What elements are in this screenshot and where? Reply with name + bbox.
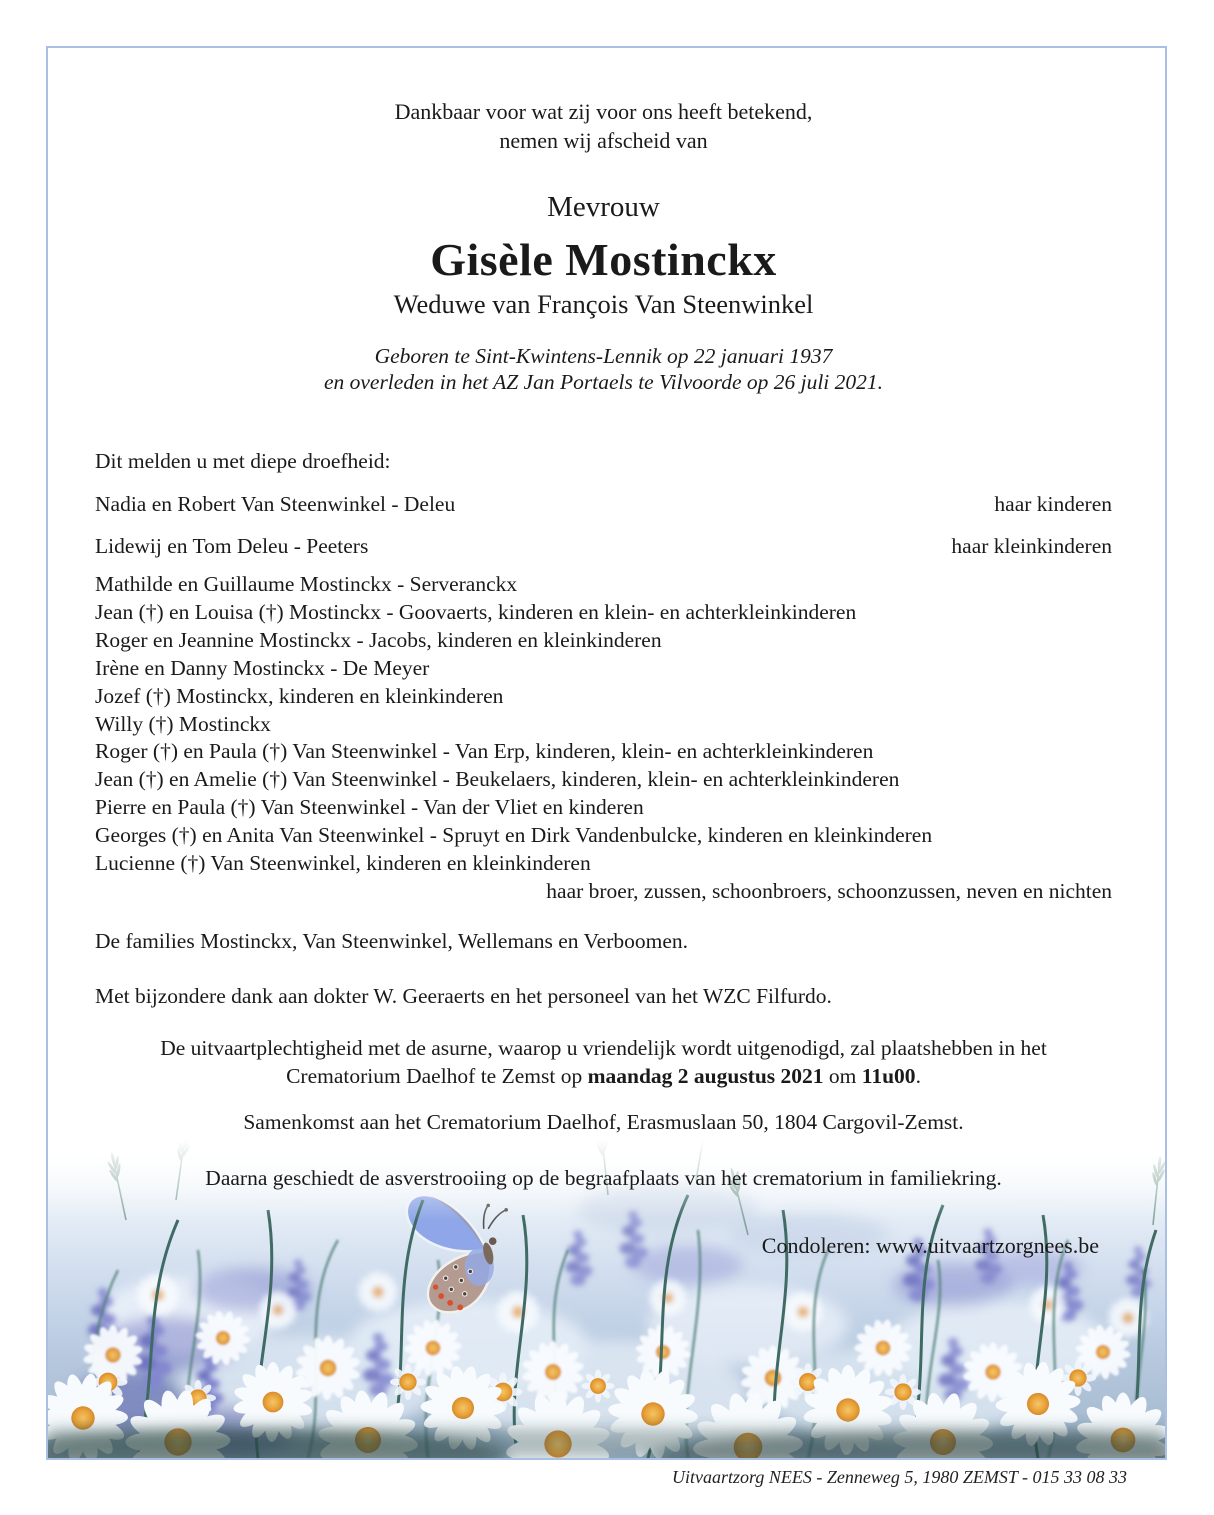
announcement-line: Dit melden u met diepe droefheid:: [95, 449, 391, 473]
intro-lines: [95, 97, 1112, 155]
family-list-item: Jozef (†) Mostinckx, kinderen en kleinkinderen: [95, 683, 504, 708]
relative-row: [95, 490, 1112, 518]
gathering-line: Samenkomst aan het Crematorium Daelhof, Erasmuslaan 50, 1804 Cargovil-Zemst.: [243, 1109, 964, 1134]
intro-line-1: Dankbaar voor wat zij voor ons heeft betekend,: [394, 99, 813, 124]
family-list-item: Roger en Jeannine Mostinckx - Jacobs, kinderen en kleinkinderen: [95, 627, 662, 652]
family-list-item: Jean (†) en Amelie (†) Van Steenwinkel - Beukelaers, kinderen, klein- en achterkleinkinderen: [95, 767, 900, 792]
family-list-item: Irène en Danny Mostinckx - De Meyer: [95, 655, 430, 680]
relative-names: Nadia en Robert Van Steenwinkel - Deleu: [95, 492, 456, 516]
funeral-home-footer: Uitvaartzorg NEES - Zenneweg 5, 1980 ZEMST - 015 33 08 33: [672, 1467, 1127, 1487]
relative-row: [95, 532, 1112, 560]
relative-relation: haar kleinkinderen: [951, 534, 1112, 558]
ceremony-line-1: De uitvaartplechtigheid met de asurne, waarop u vriendelijk wordt uitgenodigd, zal plaatshebben in het: [160, 1035, 1047, 1060]
mourning-card: [46, 46, 1167, 1460]
family-list-item: Lucienne (†) Van Steenwinkel, kinderen en kleinkinderen: [95, 851, 591, 876]
card-content: [48, 48, 1165, 1192]
family-relation-label: haar broer, zussen, schoonbroers, schoonzussen, neven en nichten: [546, 878, 1112, 903]
condolence-link: Condoleren: www.uitvaartzorgnees.be: [761, 1233, 1099, 1258]
thanks-line: Met bijzondere dank aan dokter W. Geeraerts en het personeel van het WZC Filfurdo.: [95, 983, 832, 1008]
deceased-name: Gisèle Mostinckx: [430, 234, 777, 285]
salutation: Mevrouw: [547, 191, 660, 223]
family-list-item: Roger (†) en Paula (†) Van Steenwinkel - Van Erp, kinderen, klein- en achterkleinkinderen: [95, 739, 874, 764]
family-list-item: Willy (†) Mostinckx: [95, 711, 271, 736]
family-list-item: Mathilde en Guillaume Mostinckx - Serveranckx: [95, 572, 518, 596]
ceremony-period: .: [915, 1063, 921, 1088]
family-list-item: Georges (†) en Anita Van Steenwinkel - Spruyt en Dirk Vandenbulcke, kinderen en kleinkinderen: [95, 823, 933, 848]
relative-relation: haar kinderen: [994, 492, 1112, 516]
widow-line: Weduwe van François Van Steenwinkel: [393, 289, 814, 319]
family-list: [95, 571, 1112, 906]
ceremony-om: om: [823, 1063, 862, 1088]
intro-line-2: nemen wij afscheid van: [499, 128, 708, 153]
ceremony-date: maandag 2 augustus 2021: [587, 1063, 824, 1088]
ceremony-location: Crematorium Daelhof te Zemst op: [286, 1063, 588, 1088]
ceremony-lines: [95, 1034, 1112, 1090]
relative-names: Lidewij en Tom Deleu - Peeters: [95, 534, 369, 558]
scattering-line: Daarna geschiedt de asverstrooiing op de begraafplaats van het crematorium in familiekring.: [205, 1165, 1002, 1190]
died-line: en overleden in het AZ Jan Portaels te Vilvoorde op 26 juli 2021.: [323, 370, 884, 394]
born-died-lines: [95, 343, 1112, 395]
family-list-item: Pierre en Paula (†) Van Steenwinkel - Van der Vliet en kinderen: [95, 795, 644, 820]
born-line: Geboren te Sint-Kwintens-Lennik op 22 januari 1937: [374, 344, 833, 368]
families-line: De families Mostinckx, Van Steenwinkel, Wellemans en Verboomen.: [95, 928, 688, 953]
ceremony-time: 11u00: [861, 1063, 916, 1088]
family-list-item: Jean (†) en Louisa (†) Mostinckx - Goovaerts, kinderen en klein- en achterkleinkinderen: [95, 599, 857, 624]
